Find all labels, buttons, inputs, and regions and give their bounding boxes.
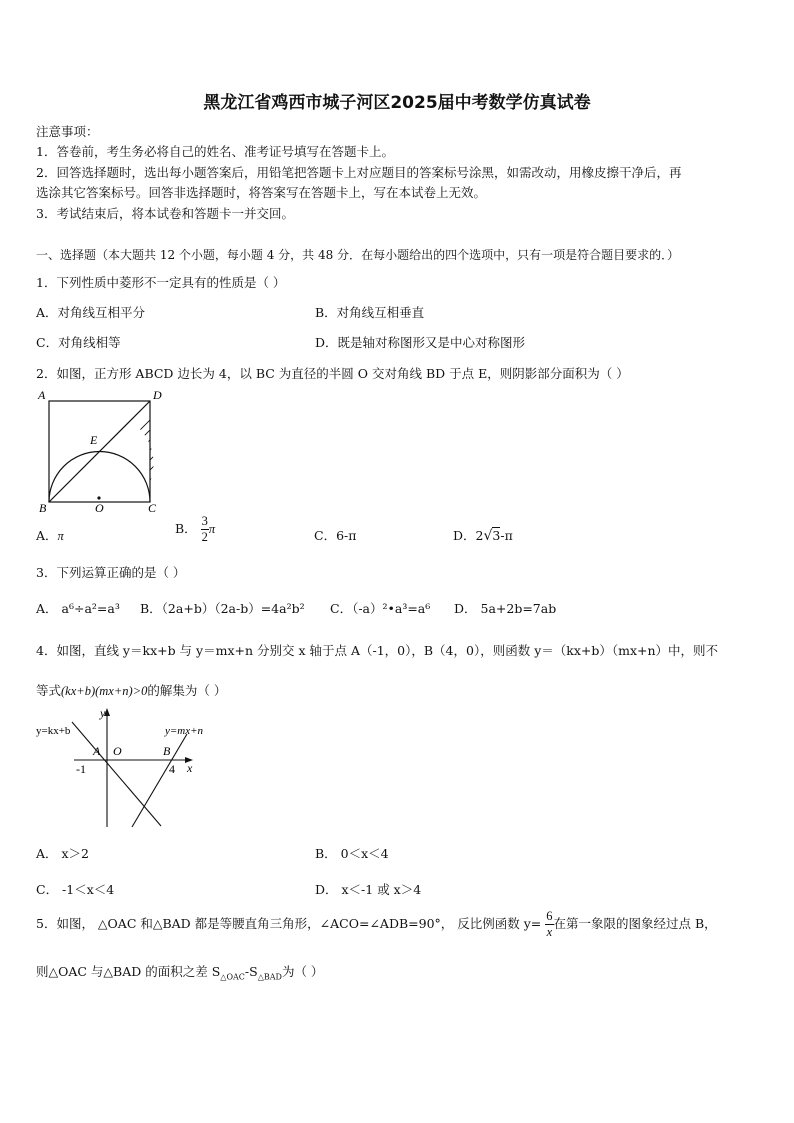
q2-option-b-label: B． [175,521,197,536]
q1-option-c: C．对角线相等 [36,335,121,350]
notice-item-1: 1．答卷前，考生务必将自己的姓名、准考证号填写在答题卡上。 [36,144,394,159]
q5-stem2-suffix: 为（ ） [281,964,324,979]
point-a-label: A [93,744,101,758]
q4-stem-prefix: 等式 [36,683,62,698]
q2-option-b-fraction [201,514,209,545]
q2-figure [34,386,174,516]
q4-option-d: D． x＜-1 或 x＞4 [315,882,422,897]
q3-option-d: D． 5a+2b=7ab [454,601,557,616]
q2-option-b-tail: π [208,522,216,536]
q4-option-c: C． -1＜x＜4 [36,882,115,897]
label-o: O [95,501,104,515]
shaded-region [74,406,174,496]
q5-stem-line2 [36,962,323,982]
sqrt-sign-icon: √ [483,528,493,544]
q4-stem-line1: 4．如图，直线 y＝kx+b 与 y＝mx+n 分别交 x 轴于点 A（-1，0），B（4，0），则函数 y＝（kx+b）（mx+n）中，则不 [36,643,719,658]
fraction-denominator: 2 [201,530,208,544]
q4-option-b: B． 0＜x＜4 [315,846,389,861]
q5-stem2-text: 则△OAC 与△BAD 的面积之差 S [36,964,221,979]
label-e: E [90,433,98,447]
q2-option-d-tail: -π [500,528,513,543]
label-a: A [38,388,46,402]
q2-option-d-label: D． [453,528,476,543]
q2-option-d-prefix: 2 [475,528,484,543]
q1-option-d: D．既是轴对称图形又是中心对称图形 [315,335,526,350]
line-mx-n [132,734,187,827]
q2-option-c-value: 6-π [336,528,357,543]
q2-option-b [175,514,215,545]
label-d: D [153,388,162,402]
notice-heading: 注意事项： [36,124,99,139]
tick-neg1: -1 [76,762,86,776]
q5-stem-prefix: 5．如图， △OAC 和△BAD 都是等腰直角三角形，∠ACO=∠ADB=90°， 反比例函数 y= [36,916,542,931]
q2-option-d-radicand: 3 [492,528,501,543]
point-b-label: B [163,744,171,758]
line1-label: y=kx+b [36,725,71,737]
q2-option-c-label: C． [314,528,337,543]
q5-fraction [545,909,553,940]
notice-item-2b: 选涂其它答案标号。回答非选择题时，将答案写在答题卡上，写在本试卷上无效。 [36,185,487,200]
q2-option-a [36,526,64,544]
q3-option-b: B．（2a+b）（2a-b）=4a²b² [140,601,305,616]
q3-option-a: A． a⁶÷a²=a³ [36,601,120,616]
q4-option-a: A． x＞2 [36,846,90,861]
q1-option-b: B．对角线互相垂直 [315,305,425,320]
semicircle [49,452,150,503]
fraction-denominator: x [546,925,553,939]
q3-stem: 3．下列运算正确的是（ ） [36,565,186,580]
notice-item-2a: 2．回答选择题时，选出每小题答案后，用铅笔把答题卡上对应题目的答案标号涂黑，如需改动，用橡皮擦干净后，再 [36,165,682,180]
q2-stem: 2．如图，正方形 ABCD 边长为 4，以 BC 为直径的半圆 O 交对角线 BD 于点 E，则阴影部分面积为（ ） [36,366,629,381]
q1-option-a: A．对角线互相平分 [36,305,146,320]
q4-figure [34,702,234,832]
q2-option-a-label: A． [36,528,58,543]
q4-stem-line2 [36,681,226,699]
notice-item-3: 3．考试结束后，将本试卷和答题卡一并交回。 [36,206,294,221]
line2-label: y=mx+n [165,725,204,737]
center-point-o [97,496,100,499]
q5-sub-oac: △OAC [220,972,245,982]
q5-stem-suffix: 在第一象限的图象经过点 B， [553,916,717,931]
label-b: B [39,501,47,515]
q2-option-a-value: π [57,529,64,543]
origin-label: O [113,744,122,758]
x-label: x [187,761,193,775]
q2-option-c [314,526,356,544]
page-title: 黑龙江省鸡西市城子河区2025届中考数学仿真试卷 [203,93,591,113]
q4-inequality: (kx+b)(mx+n)>0 [61,684,148,698]
q3-option-c: C．（-a）²•a³=a⁶ [330,601,431,616]
section-heading: 一、选择题（本大题共 12 个小题，每小题 4 分，共 48 分．在每小题给出的四个选项中，只有一项是符合题目要求的．） [36,248,680,262]
label-c: C [148,501,157,515]
fraction-numerator: 6 [546,909,553,923]
fraction-numerator: 3 [201,514,208,528]
q2-option-d [453,526,513,544]
q1-stem: 1．下列性质中菱形不一定具有的性质是（ ） [36,275,286,290]
q4-stem-suffix: 的解集为（ ） [147,683,227,698]
q5-stem-line1 [36,909,717,940]
q5-sub-bad: △BAD [257,972,282,982]
q5-dash: -S [244,964,258,979]
y-label: y [100,706,106,720]
tick-4: 4 [169,762,175,776]
